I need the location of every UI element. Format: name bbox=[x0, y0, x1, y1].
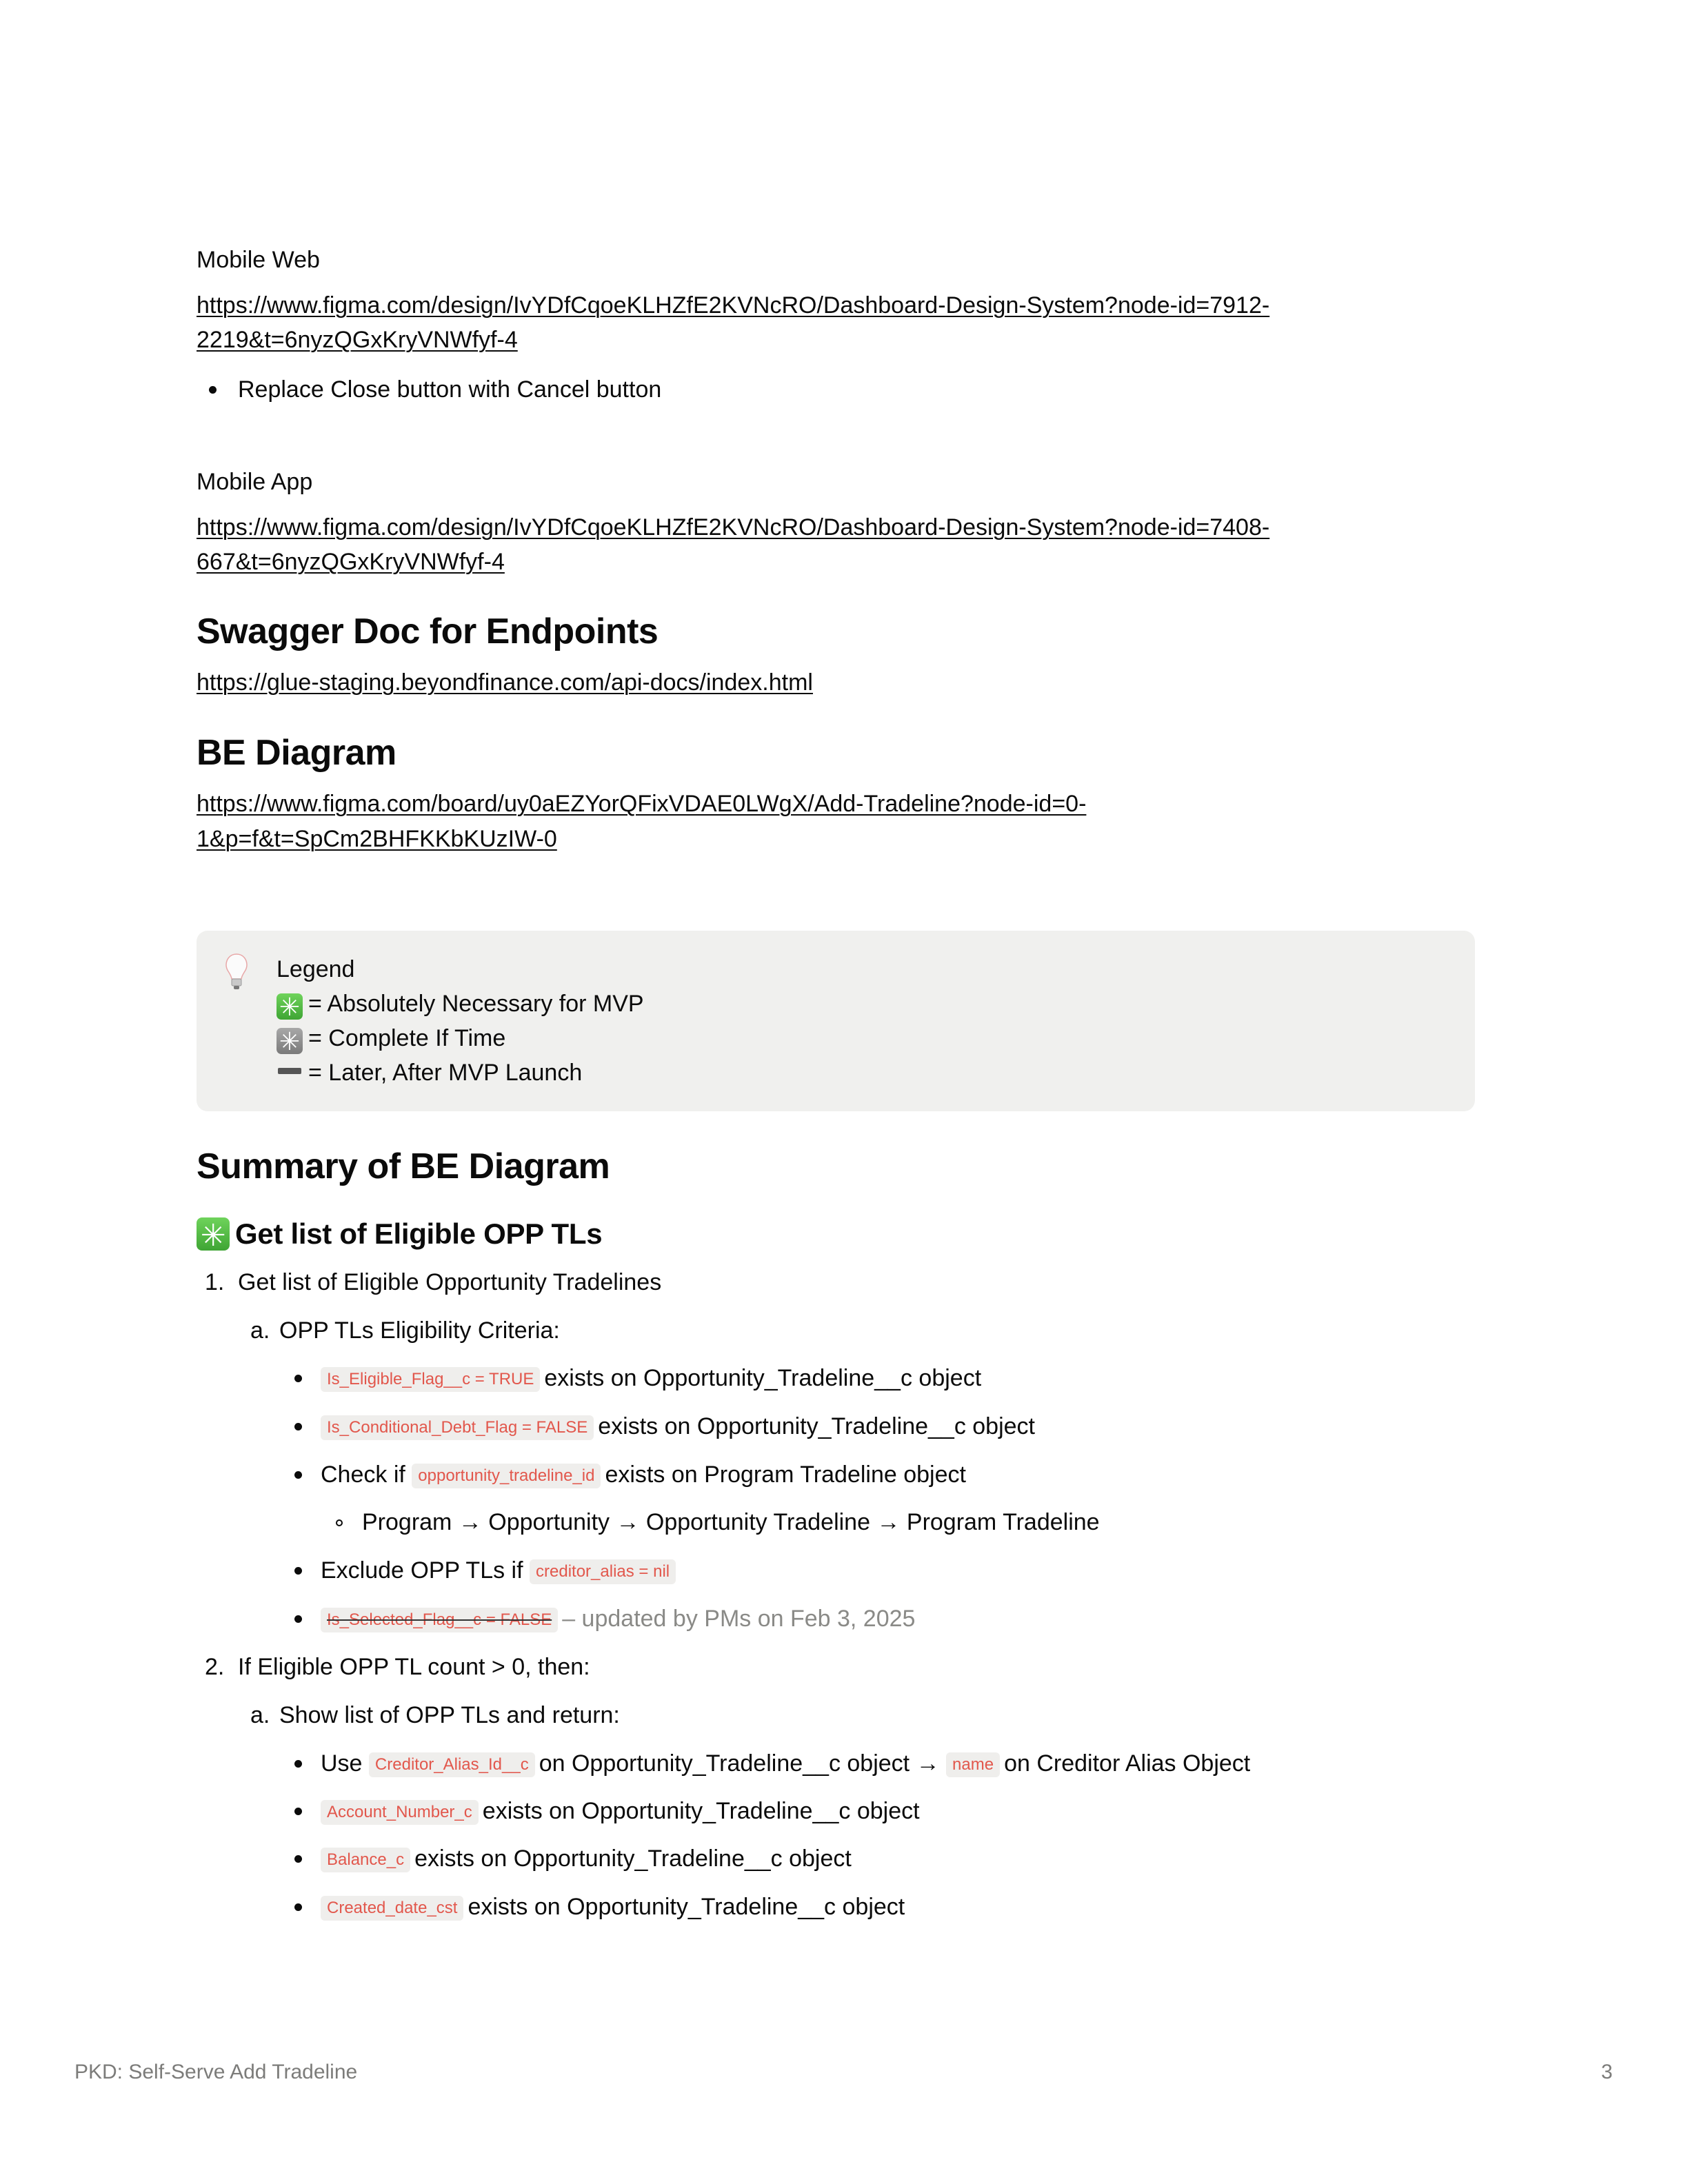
mobile-web-note: Replace Close button with Cancel button bbox=[238, 376, 662, 403]
step-number: 2. bbox=[205, 1654, 225, 1680]
code-chip: Created_date_cst bbox=[321, 1896, 463, 1921]
update-note: – updated by PMs on Feb 3, 2025 bbox=[562, 1606, 916, 1632]
return-text: exists on Opportunity_Tradeline__c object bbox=[482, 1798, 920, 1824]
criteria-prefix: Check if bbox=[321, 1462, 405, 1488]
mobile-web-label: Mobile Web bbox=[197, 247, 320, 273]
summary-heading: Summary of BE Diagram bbox=[197, 1146, 610, 1186]
legend-item-mvp bbox=[277, 987, 644, 1021]
return-item bbox=[321, 1794, 920, 1828]
code-chip: creditor_alias = nil bbox=[530, 1559, 676, 1584]
code-chip: Is_Conditional_Debt_Flag = FALSE bbox=[321, 1415, 594, 1440]
bullet-icon bbox=[294, 1375, 302, 1382]
mobile-app-link-line1[interactable]: https://www.figma.com/design/IvYDfCqoeKLHZfE2KVNcRO/Dashboard-Design-System?node-id=7408- bbox=[197, 514, 1270, 540]
swagger-heading: Swagger Doc for Endpoints bbox=[197, 611, 659, 651]
mobile-web-link-line2[interactable]: 2219&t=6nyzQGxKryVNWfyf-4 bbox=[197, 327, 518, 353]
legend-title: Legend bbox=[277, 956, 355, 982]
subheading-get-list bbox=[197, 1215, 602, 1253]
legend-item-mvp-text: = Absolutely Necessary for MVP bbox=[308, 991, 644, 1017]
code-chip: Creditor_Alias_Id__c bbox=[369, 1752, 535, 1777]
step-2a-text: Show list of OPP TLs and return: bbox=[279, 1702, 620, 1728]
return-text: exists on Opportunity_Tradeline__c object bbox=[468, 1894, 905, 1920]
criteria-item bbox=[321, 1361, 981, 1395]
relationship-chain: Program → Opportunity → Opportunity Tradeline → Program Tradeline bbox=[362, 1509, 1100, 1535]
code-chip: name bbox=[946, 1752, 1000, 1777]
mobile-web-link-line1[interactable]: https://www.figma.com/design/IvYDfCqoeKLHZfE2KVNcRO/Dashboard-Design-System?node-id=7912- bbox=[197, 292, 1270, 318]
criteria-text: exists on Opportunity_Tradeline__c object bbox=[544, 1365, 982, 1391]
return-item bbox=[321, 1746, 1250, 1781]
bullet-icon bbox=[294, 1808, 302, 1815]
return-prefix: Use bbox=[321, 1750, 363, 1777]
be-diagram-heading: BE Diagram bbox=[197, 733, 396, 773]
step-number: 1. bbox=[205, 1269, 225, 1295]
be-diagram-link-line2[interactable]: 1&p=f&t=SpCm2BHFKKbKUzIW-0 bbox=[197, 826, 557, 852]
mobile-app-link-cont[interactable] bbox=[197, 545, 505, 579]
code-chip: Balance_c bbox=[321, 1848, 410, 1872]
code-chip-struck: Is_Selected_Flag__c = FALSE bbox=[321, 1608, 558, 1632]
legend-item-if-time-text: = Complete If Time bbox=[308, 1025, 506, 1051]
mobile-web-link[interactable] bbox=[197, 288, 1269, 323]
code-chip: opportunity_tradeline_id bbox=[412, 1464, 601, 1488]
code-chip: Is_Eligible_Flag__c = TRUE bbox=[321, 1367, 540, 1392]
be-diagram-link-line1[interactable]: https://www.figma.com/board/uy0aEZYorQFixVDAE0LWgX/Add-Tradeline?node-id=0- bbox=[197, 791, 1087, 817]
return-text: on Opportunity_Tradeline__c object → bbox=[539, 1750, 940, 1777]
criteria-text: exists on Opportunity_Tradeline__c object bbox=[598, 1413, 1035, 1439]
bullet-icon bbox=[294, 1471, 302, 1479]
mobile-app-label: Mobile App bbox=[197, 469, 313, 495]
be-diagram-link-cont[interactable] bbox=[197, 822, 557, 856]
sub-step-letter: a. bbox=[250, 1317, 270, 1344]
bullet-icon bbox=[209, 386, 217, 394]
be-diagram-link[interactable] bbox=[197, 787, 1086, 821]
return-text: on Creditor Alias Object bbox=[1004, 1750, 1251, 1777]
page-number: 3 bbox=[1601, 2061, 1613, 2083]
bullet-icon bbox=[294, 1855, 302, 1863]
mobile-app-link[interactable] bbox=[197, 510, 1269, 545]
return-item bbox=[321, 1890, 905, 1924]
criteria-text: exists on Program Tradeline object bbox=[605, 1462, 966, 1488]
legend-item-if-time bbox=[277, 1021, 505, 1055]
legend-item-later-text: = Later, After MVP Launch bbox=[308, 1060, 583, 1086]
hollow-bullet-icon bbox=[336, 1519, 343, 1526]
swagger-link[interactable]: https://glue-staging.beyondfinance.com/api-docs/index.html bbox=[197, 669, 813, 696]
lightbulb-icon bbox=[225, 953, 248, 991]
criteria-item bbox=[321, 1553, 680, 1588]
bullet-icon bbox=[294, 1567, 302, 1575]
criteria-item bbox=[321, 1457, 966, 1492]
bullet-icon bbox=[294, 1423, 302, 1430]
sub-step-letter: a. bbox=[250, 1702, 270, 1728]
criteria-item bbox=[321, 1409, 1035, 1444]
step-1a-text: OPP TLs Eligibility Criteria: bbox=[279, 1317, 560, 1344]
return-item bbox=[321, 1841, 852, 1876]
step-2-text: If Eligible OPP TL count > 0, then: bbox=[238, 1654, 590, 1680]
legend-item-later bbox=[277, 1055, 582, 1090]
return-text: exists on Opportunity_Tradeline__c object bbox=[414, 1846, 852, 1872]
mobile-web-link-cont[interactable] bbox=[197, 323, 518, 357]
criteria-prefix: Exclude OPP TLs if bbox=[321, 1557, 523, 1584]
code-chip: Account_Number_c bbox=[321, 1800, 479, 1825]
green-asterisk-icon: ✳ bbox=[277, 993, 303, 1020]
gray-asterisk-icon: ✳ bbox=[277, 1028, 303, 1054]
green-asterisk-icon: ✳ bbox=[197, 1217, 230, 1251]
bullet-icon bbox=[294, 1760, 302, 1768]
subheading-text: Get list of Eligible OPP TLs bbox=[235, 1217, 603, 1250]
criteria-item-removed bbox=[321, 1601, 915, 1636]
dash-icon bbox=[278, 1068, 301, 1074]
mobile-app-link-line2[interactable]: 667&t=6nyzQGxKryVNWfyf-4 bbox=[197, 549, 505, 575]
step-1-text: Get list of Eligible Opportunity Tradelines bbox=[238, 1269, 662, 1295]
swagger-link-row[interactable] bbox=[197, 665, 813, 700]
footer-doc-title: PKD: Self-Serve Add Tradeline bbox=[74, 2061, 358, 2083]
bullet-icon bbox=[294, 1903, 302, 1911]
bullet-icon bbox=[294, 1615, 302, 1623]
